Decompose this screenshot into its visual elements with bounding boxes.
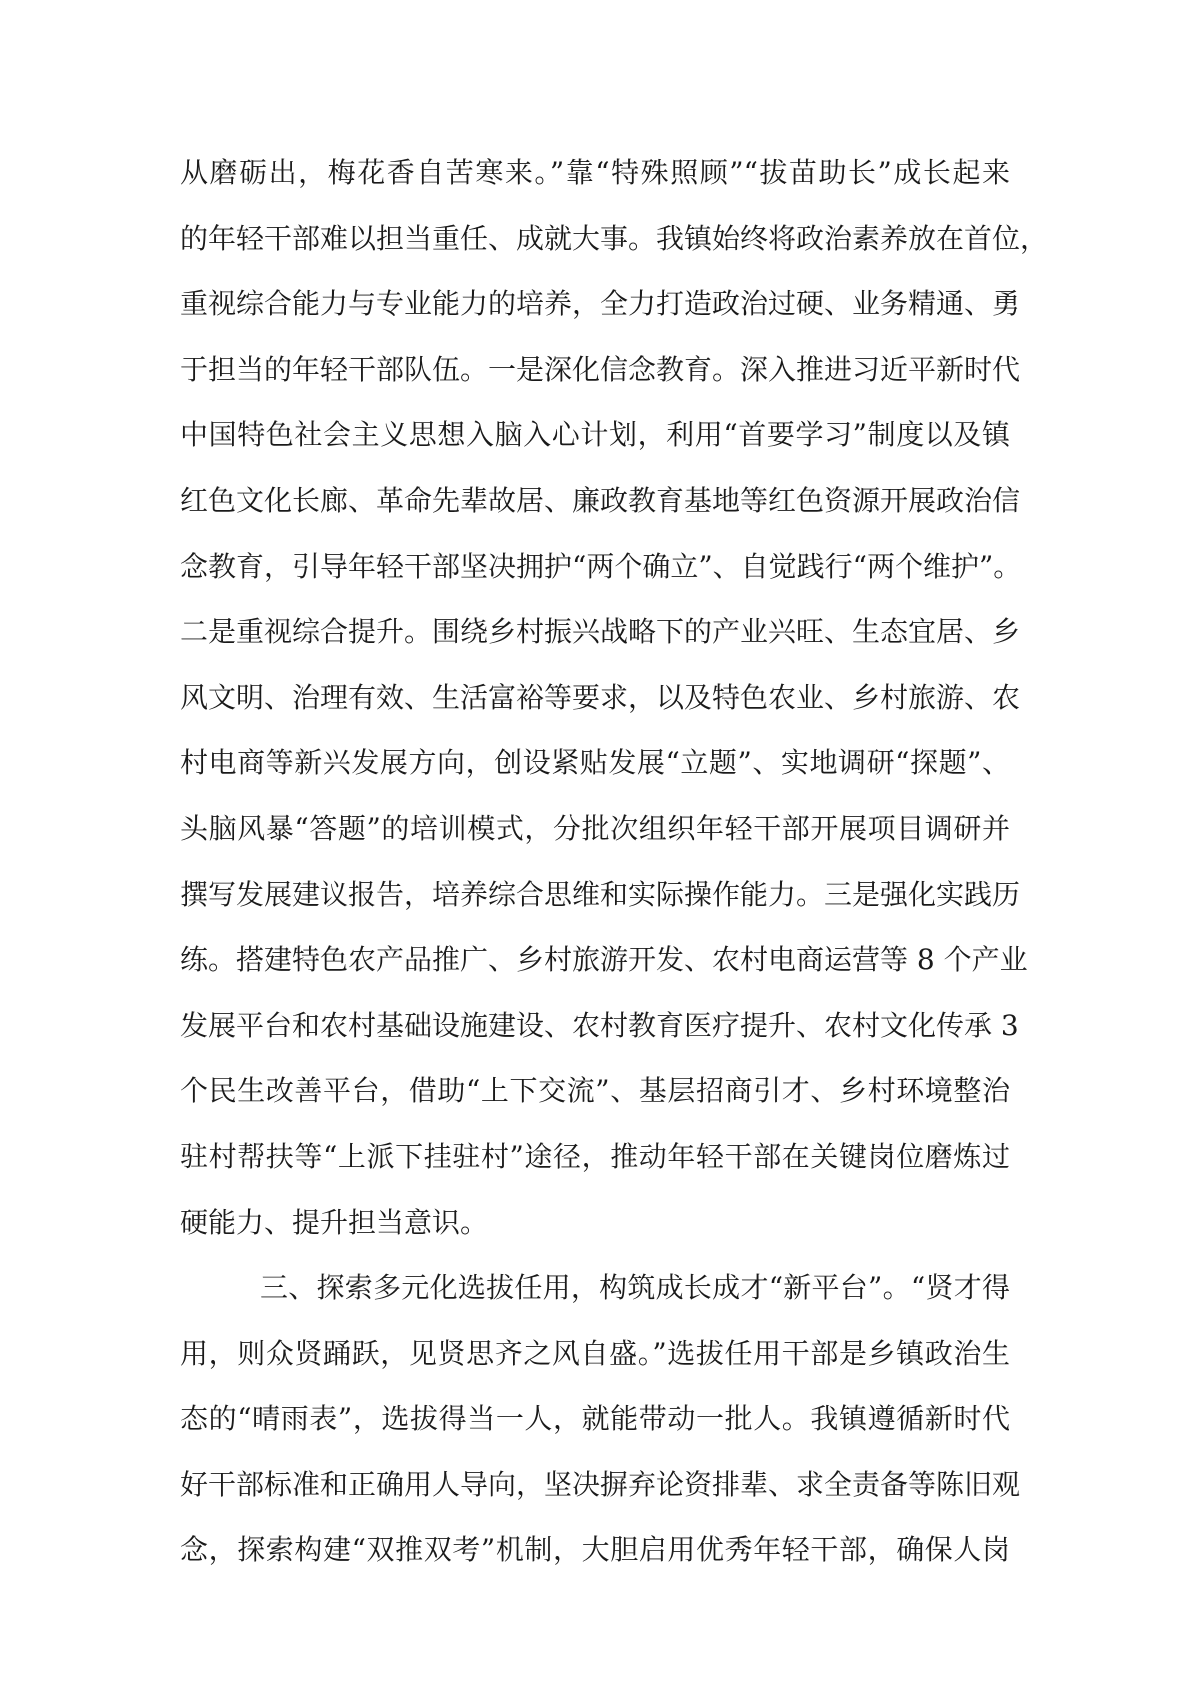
text-line: 撰写发展建议报告，培养综合思维和实际操作能力。三是强化实践历	[180, 877, 1021, 911]
text-line: 态的“晴雨表”，选拔得当一人，就能带动一批人。我镇遵循新时代	[180, 1402, 1010, 1436]
text-line: 重视综合能力与专业能力的培养，全力打造政治过硬、业务精通、勇	[180, 287, 1021, 321]
text-line: 发展平台和农村基础设施建设、农村教育医疗提升、农村文化传承 3	[180, 1008, 1019, 1042]
text-line: 个民生改善平台，借助“上下交流”、基层招商引才、乡村环境整治	[180, 1074, 1010, 1108]
paragraph-end-line: 硬能力、提升担当意识。	[180, 1205, 489, 1239]
text-line: 从磨砺出，梅花香自苦寒来。”靠“特殊照顾”“拔苗助长”成长起来	[180, 156, 1010, 189]
text-line: 念教育，引导年轻干部坚决拥护“两个确立”、自觉践行“两个维护”。	[180, 549, 1022, 583]
text-line: 用，则众贤踊跃，见贤思齐之风自盛。”选拔任用干部是乡镇政治生	[180, 1336, 1010, 1370]
text-line: 头脑风暴“答题”的培训模式，分批次组织年轻干部开展项目调研并	[180, 811, 1010, 845]
text-line: 的年轻干部难以担当重任、成就大事。我镇始终将政治素养放在首位，	[180, 221, 1049, 255]
text-line: 红色文化长廊、革命先辈故居、廉政教育基地等红色资源开展政治信	[180, 483, 1021, 517]
section-heading-line: 三、探索多元化选拔任用，构筑成长成才“新平台”。“贤才得	[260, 1271, 1010, 1305]
text-line: 念，探索构建“双推双考”机制，大胆启用优秀年轻干部，确保人岗	[180, 1533, 1010, 1567]
text-line: 好干部标准和正确用人导向，坚决摒弃论资排辈、求全责备等陈旧观	[180, 1467, 1021, 1501]
text-line: 风文明、治理有效、生活富裕等要求，以及特色农业、乡村旅游、农	[180, 680, 1021, 714]
text-line: 二是重视综合提升。围绕乡村振兴战略下的产业兴旺、生态宜居、乡	[180, 615, 1021, 649]
text-line: 村电商等新兴发展方向，创设紧贴发展“立题”、实地调研“探题”、	[180, 746, 1010, 780]
text-line: 于担当的年轻干部队伍。一是深化信念教育。深入推进习近平新时代	[180, 352, 1021, 386]
text-line: 练。搭建特色农产品推广、乡村旅游开发、农村电商运营等 8 个产业	[180, 943, 1028, 977]
text-line: 驻村帮扶等“上派下挂驻村”途径，推动年轻干部在关键岗位磨炼过	[180, 1139, 1010, 1173]
body-text	[180, 140, 1049, 1583]
text-line: 中国特色社会主义思想入脑入心计划，利用“首要学习”制度以及镇	[180, 418, 1010, 452]
